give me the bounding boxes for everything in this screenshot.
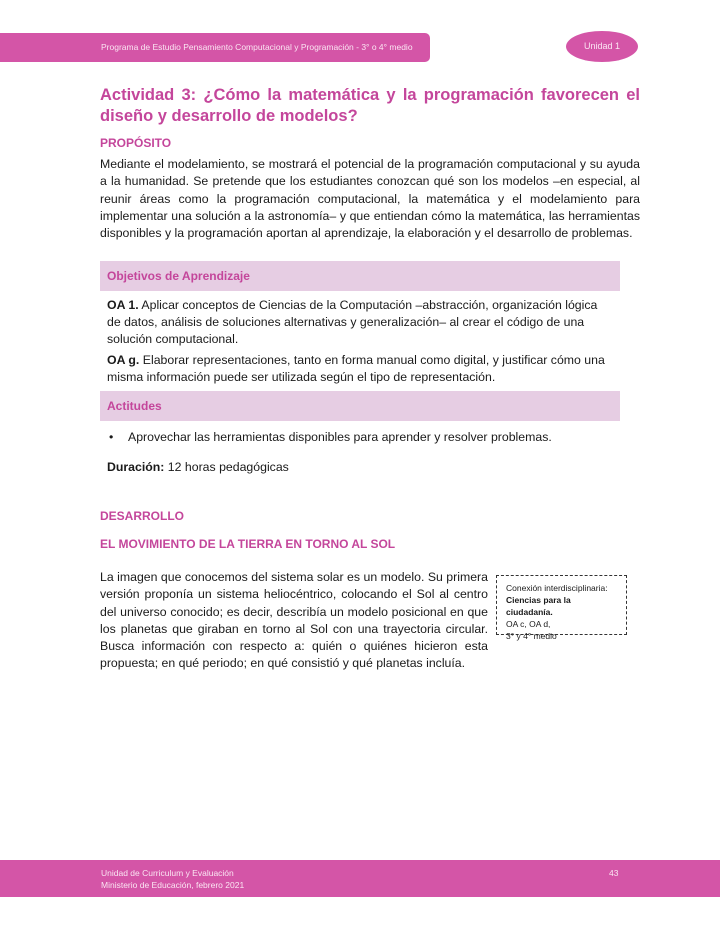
- footer: [0, 860, 720, 897]
- objective-code: OA g.: [107, 353, 140, 367]
- duration-value: 12 horas pedagógicas: [164, 460, 289, 474]
- development-text: La imagen que conocemos del sistema solar es un modelo. Su primera versión proponía un sistema heliocéntrico, colocando el Sol al centro del universo conocido; es decir, describía un modelo posicional en que los planetas que giraban en torno al Sol con una trayectoria circular. Busca información con respecto a: quién o quiénes hicieron esta propuesta; en qué periodo; en qué consistió y qué planetas incluía.: [100, 570, 488, 671]
- page-number: 43: [609, 868, 619, 878]
- sidebox-label: Conexión interdisciplinaria:: [506, 583, 608, 593]
- footer-unit: Unidad de Curriculum y Evaluación: [101, 868, 234, 878]
- duration-label: Duración:: [107, 460, 165, 474]
- objective-text: Aplicar conceptos de Ciencias de la Computación –abstracción, organización lógica de datos, análisis de soluciones alternativas y generalización– al crear el código de una solución computacional.: [107, 298, 598, 346]
- objectives-heading: Objetivos de Aprendizaje: [100, 261, 620, 291]
- sidebox-level: 3° y 4° medio: [506, 631, 557, 641]
- development-heading: DESARROLLO: [100, 509, 184, 523]
- interdisciplinary-box: [496, 575, 627, 641]
- program-header: Programa de Estudio Pensamiento Computacional y Programación - 3° o 4° medio: [0, 33, 430, 62]
- sidebox-oa: OA c, OA d,: [506, 619, 551, 629]
- attitudes-heading: Actitudes: [100, 391, 620, 421]
- activity-title: Actividad 3: ¿Cómo la matemática y la programación favorecen el diseño y desarrollo de modelos?: [100, 86, 640, 125]
- development-subheading: EL MOVIMIENTO DE LA TIERRA EN TORNO AL SOL: [100, 537, 396, 551]
- attitude-item: [109, 429, 614, 446]
- attitude-text: Aprovechar las herramientas disponibles para aprender y resolver problemas.: [128, 430, 552, 444]
- unit-badge: Unidad 1: [566, 31, 638, 62]
- sidebox-subject: Ciencias para la ciudadanía.: [506, 595, 571, 617]
- objective-oa1: [107, 297, 612, 348]
- objective-text: Elaborar representaciones, tanto en forma manual como digital, y justificar cómo una misma información puede ser utilizada según el tipo de representación.: [107, 353, 605, 384]
- purpose-heading: PROPÓSITO: [100, 136, 172, 150]
- objective-oag: [107, 352, 612, 386]
- purpose-text: Mediante el modelamiento, se mostrará el potencial de la programación computacional y su ayuda a la humanidad. Se pretende que los estudiantes conozcan qué son los modelos –en especial, al reunir áreas como la programación computacional, la matemática y el modelamiento para implementar una solución a la astronomía– y que entiendan cómo la matemática, las herramientas disponibles y la programación aportan al aprendizaje, la elaboración y el desarrollo de problemas.: [100, 157, 640, 241]
- bullet-icon: •: [109, 430, 114, 444]
- duration: [107, 459, 612, 476]
- objective-code: OA 1.: [107, 298, 139, 312]
- footer-ministry: Ministerio de Educación, febrero 2021: [101, 880, 245, 890]
